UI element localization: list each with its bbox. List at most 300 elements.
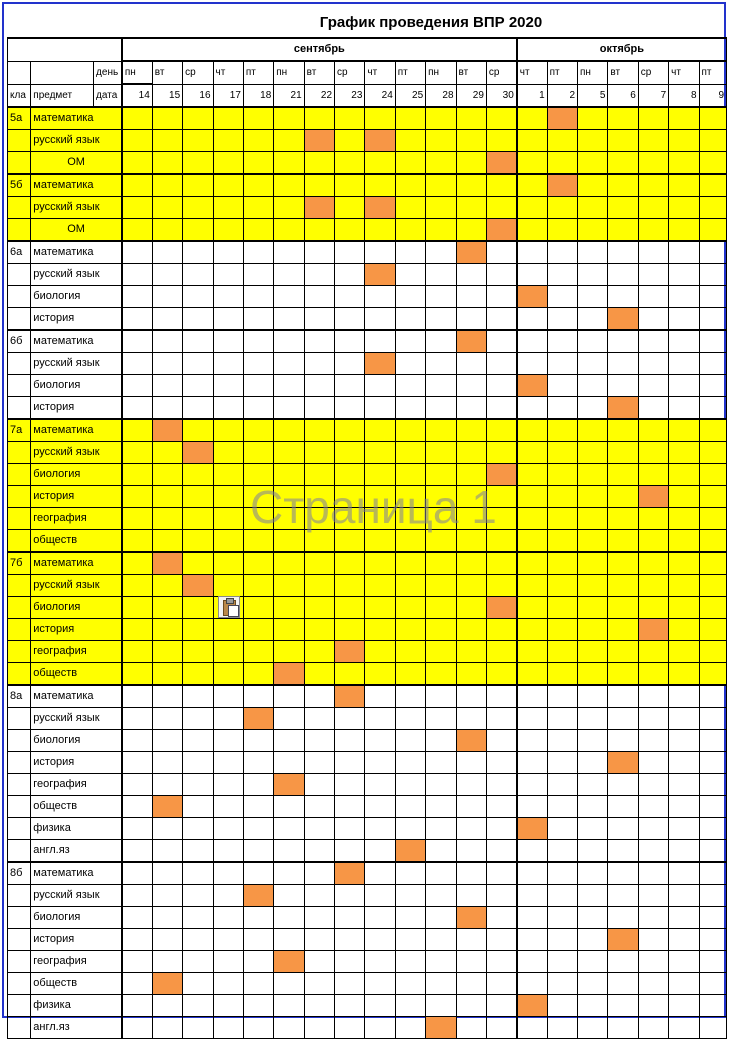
schedule-cell[interactable] bbox=[213, 397, 243, 420]
subject-cell[interactable]: ОМ bbox=[31, 152, 122, 175]
schedule-cell[interactable] bbox=[486, 353, 516, 375]
schedule-cell[interactable] bbox=[213, 330, 243, 353]
schedule-cell[interactable] bbox=[578, 907, 608, 929]
class-cell[interactable] bbox=[8, 152, 31, 175]
schedule-cell[interactable] bbox=[426, 552, 456, 575]
class-cell[interactable] bbox=[8, 219, 31, 242]
schedule-cell[interactable] bbox=[638, 219, 668, 242]
schedule-cell[interactable] bbox=[335, 130, 365, 152]
schedule-cell[interactable] bbox=[183, 730, 213, 752]
schedule-cell[interactable] bbox=[669, 197, 699, 219]
schedule-cell[interactable] bbox=[274, 685, 304, 708]
schedule-cell[interactable] bbox=[669, 174, 699, 197]
exam-date-mark[interactable] bbox=[365, 197, 395, 219]
schedule-cell[interactable] bbox=[608, 174, 638, 197]
schedule-cell[interactable] bbox=[456, 486, 486, 508]
schedule-cell[interactable] bbox=[335, 575, 365, 597]
schedule-cell[interactable] bbox=[183, 818, 213, 840]
schedule-cell[interactable] bbox=[243, 241, 273, 264]
schedule-cell[interactable] bbox=[274, 818, 304, 840]
subject-cell[interactable]: география bbox=[31, 951, 122, 973]
schedule-cell[interactable] bbox=[638, 752, 668, 774]
schedule-cell[interactable] bbox=[395, 862, 425, 885]
schedule-cell[interactable] bbox=[547, 862, 577, 885]
schedule-cell[interactable] bbox=[638, 442, 668, 464]
schedule-cell[interactable] bbox=[183, 752, 213, 774]
schedule-cell[interactable] bbox=[608, 552, 638, 575]
schedule-cell[interactable] bbox=[243, 929, 273, 951]
schedule-cell[interactable] bbox=[699, 486, 726, 508]
schedule-cell[interactable] bbox=[426, 264, 456, 286]
subject-cell[interactable]: математика bbox=[31, 330, 122, 353]
schedule-cell[interactable] bbox=[365, 818, 395, 840]
schedule-cell[interactable] bbox=[669, 774, 699, 796]
schedule-cell[interactable] bbox=[335, 353, 365, 375]
schedule-cell[interactable] bbox=[426, 597, 456, 619]
schedule-cell[interactable] bbox=[213, 885, 243, 907]
subject-cell[interactable]: русский язык bbox=[31, 442, 122, 464]
schedule-cell[interactable] bbox=[365, 508, 395, 530]
schedule-cell[interactable] bbox=[638, 663, 668, 686]
schedule-cell[interactable] bbox=[456, 708, 486, 730]
schedule-cell[interactable] bbox=[152, 840, 182, 863]
schedule-cell[interactable] bbox=[304, 330, 334, 353]
schedule-cell[interactable] bbox=[699, 752, 726, 774]
schedule-cell[interactable] bbox=[669, 907, 699, 929]
schedule-cell[interactable] bbox=[638, 774, 668, 796]
schedule-cell[interactable] bbox=[517, 419, 547, 442]
schedule-cell[interactable] bbox=[243, 330, 273, 353]
schedule-cell[interactable] bbox=[608, 973, 638, 995]
schedule-cell[interactable] bbox=[547, 885, 577, 907]
schedule-cell[interactable] bbox=[608, 152, 638, 175]
schedule-cell[interactable] bbox=[365, 442, 395, 464]
schedule-cell[interactable] bbox=[547, 464, 577, 486]
subject-cell[interactable]: математика bbox=[31, 862, 122, 885]
schedule-cell[interactable] bbox=[578, 951, 608, 973]
schedule-cell[interactable] bbox=[578, 796, 608, 818]
schedule-cell[interactable] bbox=[243, 552, 273, 575]
schedule-cell[interactable] bbox=[578, 330, 608, 353]
schedule-cell[interactable] bbox=[395, 464, 425, 486]
schedule-cell[interactable] bbox=[152, 752, 182, 774]
schedule-cell[interactable] bbox=[669, 419, 699, 442]
class-cell[interactable] bbox=[8, 197, 31, 219]
schedule-cell[interactable] bbox=[517, 885, 547, 907]
schedule-cell[interactable] bbox=[122, 353, 152, 375]
schedule-cell[interactable] bbox=[578, 619, 608, 641]
schedule-cell[interactable] bbox=[517, 241, 547, 264]
schedule-cell[interactable] bbox=[395, 995, 425, 1017]
schedule-cell[interactable] bbox=[213, 752, 243, 774]
schedule-cell[interactable] bbox=[547, 663, 577, 686]
exam-date-mark[interactable] bbox=[274, 774, 304, 796]
schedule-cell[interactable] bbox=[669, 508, 699, 530]
schedule-cell[interactable] bbox=[456, 375, 486, 397]
schedule-cell[interactable] bbox=[608, 818, 638, 840]
exam-date-mark[interactable] bbox=[608, 397, 638, 420]
schedule-cell[interactable] bbox=[152, 442, 182, 464]
schedule-cell[interactable] bbox=[122, 862, 152, 885]
schedule-cell[interactable] bbox=[638, 241, 668, 264]
schedule-cell[interactable] bbox=[547, 130, 577, 152]
schedule-cell[interactable] bbox=[152, 951, 182, 973]
schedule-cell[interactable] bbox=[213, 995, 243, 1017]
schedule-cell[interactable] bbox=[699, 774, 726, 796]
schedule-cell[interactable] bbox=[243, 219, 273, 242]
exam-date-mark[interactable] bbox=[456, 330, 486, 353]
schedule-cell[interactable] bbox=[426, 973, 456, 995]
schedule-cell[interactable] bbox=[122, 174, 152, 197]
schedule-cell[interactable] bbox=[456, 419, 486, 442]
schedule-cell[interactable] bbox=[608, 264, 638, 286]
schedule-cell[interactable] bbox=[456, 508, 486, 530]
schedule-cell[interactable] bbox=[547, 197, 577, 219]
schedule-cell[interactable] bbox=[669, 663, 699, 686]
schedule-cell[interactable] bbox=[213, 774, 243, 796]
schedule-cell[interactable] bbox=[486, 730, 516, 752]
schedule-cell[interactable] bbox=[395, 442, 425, 464]
schedule-cell[interactable] bbox=[213, 308, 243, 331]
schedule-cell[interactable] bbox=[578, 818, 608, 840]
schedule-cell[interactable] bbox=[183, 152, 213, 175]
class-cell[interactable] bbox=[8, 774, 31, 796]
schedule-cell[interactable] bbox=[395, 308, 425, 331]
schedule-cell[interactable] bbox=[547, 442, 577, 464]
schedule-cell[interactable] bbox=[122, 152, 152, 175]
schedule-cell[interactable] bbox=[274, 241, 304, 264]
schedule-cell[interactable] bbox=[456, 353, 486, 375]
schedule-cell[interactable] bbox=[426, 730, 456, 752]
schedule-cell[interactable] bbox=[243, 464, 273, 486]
schedule-cell[interactable] bbox=[183, 308, 213, 331]
schedule-cell[interactable] bbox=[183, 1017, 213, 1039]
schedule-cell[interactable] bbox=[122, 885, 152, 907]
schedule-cell[interactable] bbox=[638, 929, 668, 951]
schedule-cell[interactable] bbox=[213, 152, 243, 175]
schedule-cell[interactable] bbox=[486, 752, 516, 774]
schedule-cell[interactable] bbox=[274, 130, 304, 152]
schedule-cell[interactable] bbox=[517, 752, 547, 774]
schedule-cell[interactable] bbox=[304, 464, 334, 486]
schedule-cell[interactable] bbox=[517, 264, 547, 286]
schedule-cell[interactable] bbox=[395, 174, 425, 197]
exam-date-mark[interactable] bbox=[335, 641, 365, 663]
schedule-cell[interactable] bbox=[335, 241, 365, 264]
schedule-cell[interactable] bbox=[547, 152, 577, 175]
subject-cell[interactable]: история bbox=[31, 486, 122, 508]
schedule-cell[interactable] bbox=[486, 530, 516, 553]
schedule-cell[interactable] bbox=[608, 107, 638, 130]
schedule-cell[interactable] bbox=[243, 375, 273, 397]
schedule-cell[interactable] bbox=[547, 286, 577, 308]
schedule-cell[interactable] bbox=[365, 397, 395, 420]
schedule-cell[interactable] bbox=[486, 397, 516, 420]
schedule-cell[interactable] bbox=[669, 641, 699, 663]
class-cell[interactable] bbox=[8, 308, 31, 331]
schedule-cell[interactable] bbox=[699, 663, 726, 686]
schedule-cell[interactable] bbox=[669, 464, 699, 486]
class-cell[interactable] bbox=[8, 486, 31, 508]
schedule-cell[interactable] bbox=[335, 308, 365, 331]
exam-date-mark[interactable] bbox=[395, 840, 425, 863]
schedule-cell[interactable] bbox=[365, 375, 395, 397]
schedule-cell[interactable] bbox=[304, 752, 334, 774]
schedule-cell[interactable] bbox=[243, 973, 273, 995]
schedule-cell[interactable] bbox=[183, 995, 213, 1017]
schedule-cell[interactable] bbox=[395, 708, 425, 730]
schedule-cell[interactable] bbox=[638, 685, 668, 708]
schedule-cell[interactable] bbox=[547, 353, 577, 375]
schedule-cell[interactable] bbox=[547, 818, 577, 840]
schedule-cell[interactable] bbox=[547, 597, 577, 619]
paste-options-icon[interactable] bbox=[218, 596, 240, 618]
schedule-cell[interactable] bbox=[183, 419, 213, 442]
schedule-cell[interactable] bbox=[243, 774, 273, 796]
schedule-cell[interactable] bbox=[122, 241, 152, 264]
schedule-cell[interactable] bbox=[183, 708, 213, 730]
schedule-cell[interactable] bbox=[456, 530, 486, 553]
schedule-cell[interactable] bbox=[669, 862, 699, 885]
schedule-cell[interactable] bbox=[243, 641, 273, 663]
schedule-cell[interactable] bbox=[335, 907, 365, 929]
schedule-cell[interactable] bbox=[274, 796, 304, 818]
schedule-cell[interactable] bbox=[183, 685, 213, 708]
schedule-cell[interactable] bbox=[699, 862, 726, 885]
schedule-cell[interactable] bbox=[243, 752, 273, 774]
schedule-cell[interactable] bbox=[183, 107, 213, 130]
schedule-cell[interactable] bbox=[547, 796, 577, 818]
schedule-cell[interactable] bbox=[456, 885, 486, 907]
schedule-cell[interactable] bbox=[243, 530, 273, 553]
schedule-cell[interactable] bbox=[122, 264, 152, 286]
schedule-cell[interactable] bbox=[213, 107, 243, 130]
exam-date-mark[interactable] bbox=[152, 796, 182, 818]
schedule-cell[interactable] bbox=[213, 130, 243, 152]
schedule-cell[interactable] bbox=[274, 885, 304, 907]
schedule-cell[interactable] bbox=[456, 840, 486, 863]
class-cell[interactable] bbox=[8, 530, 31, 553]
class-cell[interactable] bbox=[8, 641, 31, 663]
schedule-cell[interactable] bbox=[243, 1017, 273, 1039]
schedule-cell[interactable] bbox=[243, 442, 273, 464]
schedule-cell[interactable] bbox=[578, 1017, 608, 1039]
schedule-cell[interactable] bbox=[274, 174, 304, 197]
schedule-cell[interactable] bbox=[304, 353, 334, 375]
schedule-cell[interactable] bbox=[274, 397, 304, 420]
schedule-cell[interactable] bbox=[395, 774, 425, 796]
schedule-cell[interactable] bbox=[608, 685, 638, 708]
schedule-cell[interactable] bbox=[274, 464, 304, 486]
schedule-cell[interactable] bbox=[699, 286, 726, 308]
class-cell[interactable] bbox=[8, 353, 31, 375]
subject-cell[interactable]: история bbox=[31, 929, 122, 951]
schedule-cell[interactable] bbox=[638, 818, 668, 840]
schedule-cell[interactable] bbox=[608, 419, 638, 442]
schedule-cell[interactable] bbox=[304, 641, 334, 663]
schedule-cell[interactable] bbox=[304, 107, 334, 130]
schedule-cell[interactable] bbox=[547, 973, 577, 995]
class-cell[interactable]: 8а bbox=[8, 685, 31, 708]
schedule-cell[interactable] bbox=[274, 575, 304, 597]
schedule-cell[interactable] bbox=[274, 308, 304, 331]
schedule-cell[interactable] bbox=[122, 973, 152, 995]
schedule-cell[interactable] bbox=[152, 885, 182, 907]
schedule-cell[interactable] bbox=[669, 219, 699, 242]
schedule-cell[interactable] bbox=[365, 619, 395, 641]
exam-date-mark[interactable] bbox=[243, 708, 273, 730]
schedule-cell[interactable] bbox=[335, 973, 365, 995]
schedule-cell[interactable] bbox=[578, 552, 608, 575]
schedule-cell[interactable] bbox=[426, 619, 456, 641]
schedule-cell[interactable] bbox=[486, 862, 516, 885]
schedule-cell[interactable] bbox=[456, 597, 486, 619]
schedule-cell[interactable] bbox=[699, 1017, 726, 1039]
schedule-cell[interactable] bbox=[578, 264, 608, 286]
schedule-cell[interactable] bbox=[395, 796, 425, 818]
subject-cell[interactable]: математика bbox=[31, 419, 122, 442]
class-cell[interactable] bbox=[8, 575, 31, 597]
schedule-cell[interactable] bbox=[122, 597, 152, 619]
schedule-cell[interactable] bbox=[517, 641, 547, 663]
schedule-cell[interactable] bbox=[517, 973, 547, 995]
schedule-cell[interactable] bbox=[699, 685, 726, 708]
schedule-cell[interactable] bbox=[456, 862, 486, 885]
schedule-cell[interactable] bbox=[122, 530, 152, 553]
schedule-cell[interactable] bbox=[608, 730, 638, 752]
schedule-cell[interactable] bbox=[638, 174, 668, 197]
schedule-cell[interactable] bbox=[486, 907, 516, 929]
schedule-cell[interactable] bbox=[638, 840, 668, 863]
exam-date-mark[interactable] bbox=[608, 308, 638, 331]
schedule-cell[interactable] bbox=[274, 107, 304, 130]
schedule-cell[interactable] bbox=[486, 1017, 516, 1039]
schedule-cell[interactable] bbox=[608, 464, 638, 486]
schedule-cell[interactable] bbox=[578, 730, 608, 752]
schedule-cell[interactable] bbox=[669, 840, 699, 863]
schedule-cell[interactable] bbox=[486, 995, 516, 1017]
schedule-cell[interactable] bbox=[486, 641, 516, 663]
schedule-cell[interactable] bbox=[517, 130, 547, 152]
schedule-cell[interactable] bbox=[699, 973, 726, 995]
schedule-cell[interactable] bbox=[517, 796, 547, 818]
schedule-cell[interactable] bbox=[152, 264, 182, 286]
schedule-cell[interactable] bbox=[395, 486, 425, 508]
exam-date-mark[interactable] bbox=[608, 929, 638, 951]
schedule-cell[interactable] bbox=[304, 796, 334, 818]
schedule-cell[interactable] bbox=[699, 530, 726, 553]
class-cell[interactable] bbox=[8, 397, 31, 420]
schedule-cell[interactable] bbox=[122, 397, 152, 420]
schedule-cell[interactable] bbox=[638, 951, 668, 973]
schedule-cell[interactable] bbox=[456, 685, 486, 708]
schedule-cell[interactable] bbox=[699, 995, 726, 1017]
class-cell[interactable] bbox=[8, 597, 31, 619]
schedule-cell[interactable] bbox=[243, 353, 273, 375]
class-cell[interactable] bbox=[8, 663, 31, 686]
exam-date-mark[interactable] bbox=[152, 419, 182, 442]
class-cell[interactable] bbox=[8, 929, 31, 951]
schedule-cell[interactable] bbox=[638, 796, 668, 818]
schedule-cell[interactable] bbox=[638, 973, 668, 995]
schedule-cell[interactable] bbox=[213, 486, 243, 508]
class-cell[interactable] bbox=[8, 508, 31, 530]
schedule-cell[interactable] bbox=[486, 818, 516, 840]
schedule-cell[interactable] bbox=[152, 708, 182, 730]
schedule-cell[interactable] bbox=[274, 353, 304, 375]
schedule-cell[interactable] bbox=[183, 663, 213, 686]
schedule-cell[interactable] bbox=[274, 530, 304, 553]
subject-cell[interactable]: история bbox=[31, 308, 122, 331]
schedule-cell[interactable] bbox=[517, 708, 547, 730]
schedule-cell[interactable] bbox=[395, 330, 425, 353]
schedule-cell[interactable] bbox=[274, 641, 304, 663]
schedule-cell[interactable] bbox=[486, 508, 516, 530]
schedule-cell[interactable] bbox=[335, 397, 365, 420]
schedule-cell[interactable] bbox=[486, 107, 516, 130]
schedule-cell[interactable] bbox=[274, 486, 304, 508]
exam-date-mark[interactable] bbox=[456, 730, 486, 752]
schedule-cell[interactable] bbox=[638, 552, 668, 575]
schedule-cell[interactable] bbox=[365, 929, 395, 951]
schedule-cell[interactable] bbox=[517, 397, 547, 420]
schedule-cell[interactable] bbox=[304, 486, 334, 508]
schedule-cell[interactable] bbox=[638, 107, 668, 130]
schedule-cell[interactable] bbox=[517, 663, 547, 686]
schedule-cell[interactable] bbox=[335, 264, 365, 286]
schedule-cell[interactable] bbox=[152, 907, 182, 929]
schedule-cell[interactable] bbox=[304, 508, 334, 530]
schedule-cell[interactable] bbox=[152, 375, 182, 397]
schedule-cell[interactable] bbox=[638, 907, 668, 929]
schedule-cell[interactable] bbox=[426, 885, 456, 907]
schedule-cell[interactable] bbox=[335, 885, 365, 907]
exam-date-mark[interactable] bbox=[183, 575, 213, 597]
schedule-cell[interactable] bbox=[486, 929, 516, 951]
schedule-cell[interactable] bbox=[578, 995, 608, 1017]
schedule-cell[interactable] bbox=[304, 1017, 334, 1039]
schedule-cell[interactable] bbox=[669, 353, 699, 375]
schedule-cell[interactable] bbox=[395, 575, 425, 597]
schedule-cell[interactable] bbox=[274, 862, 304, 885]
schedule-cell[interactable] bbox=[638, 708, 668, 730]
schedule-cell[interactable] bbox=[486, 663, 516, 686]
schedule-cell[interactable] bbox=[547, 397, 577, 420]
schedule-cell[interactable] bbox=[213, 663, 243, 686]
schedule-cell[interactable] bbox=[365, 241, 395, 264]
schedule-cell[interactable] bbox=[669, 597, 699, 619]
schedule-cell[interactable] bbox=[426, 353, 456, 375]
schedule-cell[interactable] bbox=[608, 330, 638, 353]
schedule-cell[interactable] bbox=[274, 907, 304, 929]
schedule-cell[interactable] bbox=[395, 685, 425, 708]
schedule-cell[interactable] bbox=[213, 641, 243, 663]
schedule-cell[interactable] bbox=[122, 330, 152, 353]
schedule-cell[interactable] bbox=[243, 907, 273, 929]
subject-cell[interactable]: русский язык bbox=[31, 353, 122, 375]
schedule-cell[interactable] bbox=[122, 107, 152, 130]
schedule-cell[interactable] bbox=[517, 174, 547, 197]
schedule-cell[interactable] bbox=[547, 308, 577, 331]
schedule-cell[interactable] bbox=[365, 308, 395, 331]
subject-cell[interactable]: география bbox=[31, 641, 122, 663]
schedule-cell[interactable] bbox=[395, 951, 425, 973]
schedule-cell[interactable] bbox=[122, 130, 152, 152]
schedule-cell[interactable] bbox=[152, 353, 182, 375]
schedule-cell[interactable] bbox=[456, 752, 486, 774]
schedule-cell[interactable] bbox=[426, 464, 456, 486]
schedule-cell[interactable] bbox=[517, 308, 547, 331]
